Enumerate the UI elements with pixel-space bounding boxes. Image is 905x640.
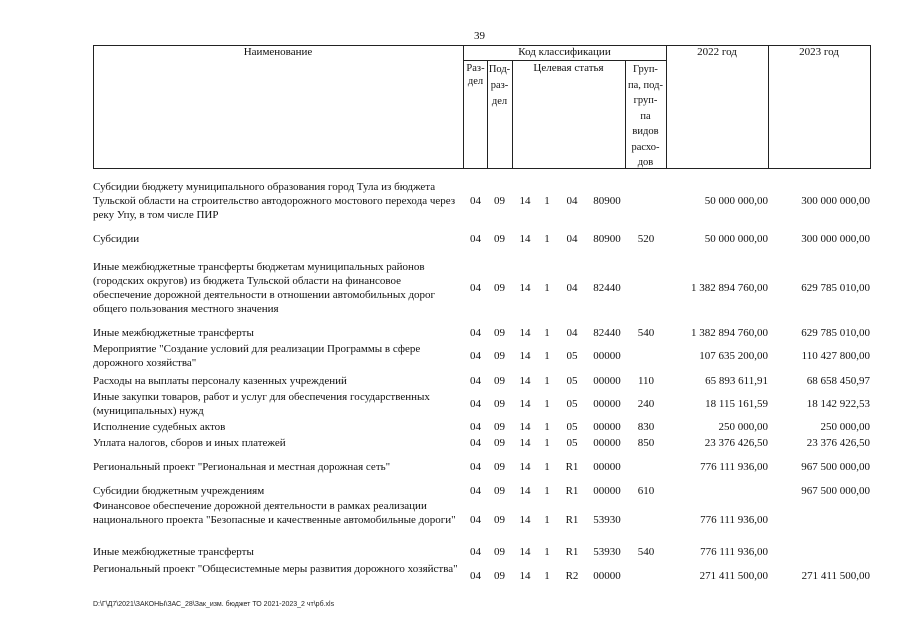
cell-g: 520 <box>637 233 655 245</box>
cell-c1: 14 <box>519 195 531 207</box>
cell-y2022: 23 376 426,50 <box>704 437 768 449</box>
cell-r: 04 <box>470 350 481 362</box>
cell-y2022: 776 111 936,00 <box>700 514 768 526</box>
row-name: Исполнение судебных актов <box>93 421 226 433</box>
header-border-podrazdel <box>512 60 513 168</box>
page-number: 39 <box>474 30 485 42</box>
header-border-2022 <box>768 45 769 168</box>
cell-r: 04 <box>470 461 481 473</box>
cell-g: 540 <box>637 327 655 339</box>
cell-r: 04 <box>470 327 481 339</box>
cell-c2: 1 <box>544 195 550 207</box>
table-row <box>0 390 905 418</box>
cell-r: 04 <box>470 437 481 449</box>
cell-c4: 00000 <box>593 461 621 473</box>
cell-c3: 04 <box>566 327 578 339</box>
header-border-code <box>666 45 667 168</box>
header-bottom-rule <box>93 168 871 169</box>
cell-c4: 00000 <box>593 437 621 449</box>
cell-c3: 05 <box>566 350 578 362</box>
cell-r: 04 <box>470 514 481 526</box>
cell-c4: 00000 <box>593 375 621 387</box>
table-row <box>0 460 905 474</box>
cell-c4: 00000 <box>593 485 621 497</box>
table-row <box>0 562 905 590</box>
header-name: Наименование <box>243 46 313 58</box>
cell-g: 850 <box>637 437 655 449</box>
cell-y2022: 1 382 894 760,00 <box>691 327 768 339</box>
cell-c3: R1 <box>565 514 579 526</box>
cell-y2023: 300 000 000,00 <box>801 195 870 207</box>
header-expense-group: Груп- па, под- груп- па видов расхо- дов <box>628 64 663 168</box>
cell-p: 09 <box>494 398 505 410</box>
header-razdel: Раз- дел <box>466 63 485 87</box>
cell-c4: 82440 <box>593 282 621 294</box>
cell-c2: 1 <box>544 461 550 473</box>
cell-c1: 14 <box>519 375 531 387</box>
cell-y2023: 629 785 010,00 <box>801 327 870 339</box>
cell-p: 09 <box>494 514 505 526</box>
cell-g: 110 <box>637 375 655 387</box>
cell-g: 610 <box>637 485 655 497</box>
cell-p: 09 <box>494 375 505 387</box>
cell-c2: 1 <box>544 327 550 339</box>
cell-c3: 04 <box>566 195 578 207</box>
cell-y2023: 271 411 500,00 <box>801 570 870 582</box>
cell-r: 04 <box>470 485 481 497</box>
cell-c1: 14 <box>519 437 531 449</box>
cell-c3: R2 <box>565 570 579 582</box>
cell-c3: 05 <box>566 398 578 410</box>
cell-r: 04 <box>470 570 481 582</box>
cell-y2023: 110 427 800,00 <box>801 350 870 362</box>
cell-p: 09 <box>494 327 505 339</box>
cell-c2: 1 <box>544 570 550 582</box>
cell-p: 09 <box>494 350 505 362</box>
table-row <box>0 420 905 434</box>
row-name: Региональный проект "Общесистемные меры развития дорожного хозяйства" <box>93 563 458 575</box>
cell-p: 09 <box>494 570 505 582</box>
cell-r: 04 <box>470 233 481 245</box>
table-row <box>0 374 905 388</box>
cell-p: 09 <box>494 485 505 497</box>
table-row <box>0 232 905 246</box>
cell-y2023: 250 000,00 <box>820 421 870 433</box>
cell-c4: 00000 <box>593 398 621 410</box>
cell-p: 09 <box>494 233 505 245</box>
code-subheader-rule <box>463 60 666 61</box>
row-name: Иные межбюджетные трансферты <box>93 327 254 339</box>
cell-g: 540 <box>637 546 655 558</box>
cell-r: 04 <box>470 398 481 410</box>
cell-c1: 14 <box>519 233 531 245</box>
cell-y2022: 107 635 200,00 <box>699 350 768 362</box>
row-name: Мероприятие "Создание условий для реализации Программы в сфере дорожного хозяйства" <box>93 343 421 369</box>
cell-c3: 05 <box>566 437 578 449</box>
table-row <box>0 436 905 450</box>
cell-y2023: 300 000 000,00 <box>801 233 870 245</box>
row-name: Субсидии <box>93 233 140 245</box>
cell-c4: 00000 <box>593 421 621 433</box>
row-name: Уплата налогов, сборов и иных платежей <box>93 437 286 449</box>
cell-c2: 1 <box>544 375 550 387</box>
cell-c2: 1 <box>544 421 550 433</box>
cell-y2022: 50 000 000,00 <box>704 195 768 207</box>
row-name: Иные межбюджетные трансферты <box>93 546 254 558</box>
cell-p: 09 <box>494 195 505 207</box>
cell-y2023: 967 500 000,00 <box>801 461 870 473</box>
header-podrazdel: Под- раз- дел <box>488 64 511 107</box>
cell-c3: 05 <box>566 421 578 433</box>
table-row <box>0 545 905 559</box>
row-name: Иные межбюджетные трансферты бюджетам муниципальных районов (городских округов) из бюджета Тульской области на финансовое обеспечение дорожной деятельности в отношении автомобильных дорог общего пользования местного значения <box>93 261 436 315</box>
row-name: Финансовое обеспечение дорожной деятельности в рамках реализации национального проекта "Безопасные и качественные автомобильные дороги" <box>93 500 456 526</box>
cell-y2023: 68 658 450,97 <box>806 375 870 387</box>
cell-c1: 14 <box>519 282 531 294</box>
row-name: Расходы на выплаты персоналу казенных учреждений <box>93 375 347 387</box>
cell-r: 04 <box>470 375 481 387</box>
cell-r: 04 <box>470 546 481 558</box>
cell-c1: 14 <box>519 350 531 362</box>
cell-y2022: 776 111 936,00 <box>700 546 768 558</box>
header-2022: 2022 год <box>697 46 737 58</box>
cell-p: 09 <box>494 421 505 433</box>
cell-c3: R1 <box>565 461 579 473</box>
table-row <box>0 326 905 340</box>
row-name: Региональный проект "Региональная и местная дорожная сеть" <box>93 461 391 473</box>
cell-c3: R1 <box>565 546 579 558</box>
cell-p: 09 <box>494 282 505 294</box>
file-path-footer: D:\Г\Д7\2021\ЗАКОНЫ\ЗАС_28\Зак_изм. бюджет ТО 2021-2023_2 чт\рб.xls <box>93 601 335 608</box>
cell-c2: 1 <box>544 514 550 526</box>
header-target-article: Целевая статья <box>533 62 604 74</box>
cell-c4: 53930 <box>593 514 621 526</box>
header-2023: 2023 год <box>799 46 839 58</box>
table-row <box>0 484 905 498</box>
cell-y2022: 50 000 000,00 <box>704 233 768 245</box>
cell-y2022: 18 115 161,59 <box>705 398 768 410</box>
cell-c1: 14 <box>519 485 531 497</box>
cell-c1: 14 <box>519 398 531 410</box>
cell-r: 04 <box>470 421 481 433</box>
row-name: Иные закупки товаров, работ и услуг для обеспечения государственных (муниципальных) нужд <box>93 391 430 417</box>
cell-c1: 14 <box>519 461 531 473</box>
cell-c2: 1 <box>544 282 550 294</box>
cell-y2023: 18 142 922,53 <box>806 398 870 410</box>
cell-y2023: 23 376 426,50 <box>806 437 870 449</box>
cell-c2: 1 <box>544 350 550 362</box>
cell-c1: 14 <box>519 327 531 339</box>
cell-y2022: 65 893 611,91 <box>705 375 768 387</box>
cell-y2022: 776 111 936,00 <box>700 461 768 473</box>
cell-y2022: 271 411 500,00 <box>699 570 768 582</box>
cell-c3: 05 <box>566 375 578 387</box>
cell-y2022: 1 382 894 760,00 <box>691 282 768 294</box>
row-name: Субсидии бюджету муниципального образования город Тула из бюджета Тульской области на строительство автодорожного мостового перехода через реку Упу, в том числе ПИР <box>93 181 456 221</box>
cell-c1: 14 <box>519 514 531 526</box>
cell-c4: 82440 <box>593 327 621 339</box>
cell-c4: 80900 <box>593 233 621 245</box>
table-row <box>0 180 905 222</box>
cell-y2023: 967 500 000,00 <box>801 485 870 497</box>
cell-r: 04 <box>470 282 481 294</box>
cell-c1: 14 <box>519 546 531 558</box>
cell-c3: 04 <box>566 282 578 294</box>
cell-y2022: 250 000,00 <box>718 421 768 433</box>
cell-c3: 04 <box>566 233 578 245</box>
cell-c4: 80900 <box>593 195 621 207</box>
cell-y2023: 629 785 010,00 <box>801 282 870 294</box>
cell-c1: 14 <box>519 570 531 582</box>
cell-c2: 1 <box>544 437 550 449</box>
cell-g: 240 <box>637 398 655 410</box>
cell-c4: 53930 <box>593 546 621 558</box>
cell-p: 09 <box>494 437 505 449</box>
cell-c2: 1 <box>544 233 550 245</box>
cell-c2: 1 <box>544 485 550 497</box>
row-name: Субсидии бюджетным учреждениям <box>93 485 265 497</box>
table-row <box>0 342 905 370</box>
header-border-right <box>870 45 871 168</box>
cell-c1: 14 <box>519 421 531 433</box>
cell-c4: 00000 <box>593 350 621 362</box>
table-row <box>0 260 905 316</box>
cell-c3: R1 <box>565 485 579 497</box>
cell-g: 830 <box>637 421 655 433</box>
cell-r: 04 <box>470 195 481 207</box>
header-border-left <box>93 45 94 168</box>
cell-p: 09 <box>494 546 505 558</box>
cell-c2: 1 <box>544 398 550 410</box>
cell-c2: 1 <box>544 546 550 558</box>
cell-p: 09 <box>494 461 505 473</box>
cell-c4: 00000 <box>593 570 621 582</box>
header-code: Код классификации <box>518 46 611 58</box>
table-row <box>0 499 905 541</box>
